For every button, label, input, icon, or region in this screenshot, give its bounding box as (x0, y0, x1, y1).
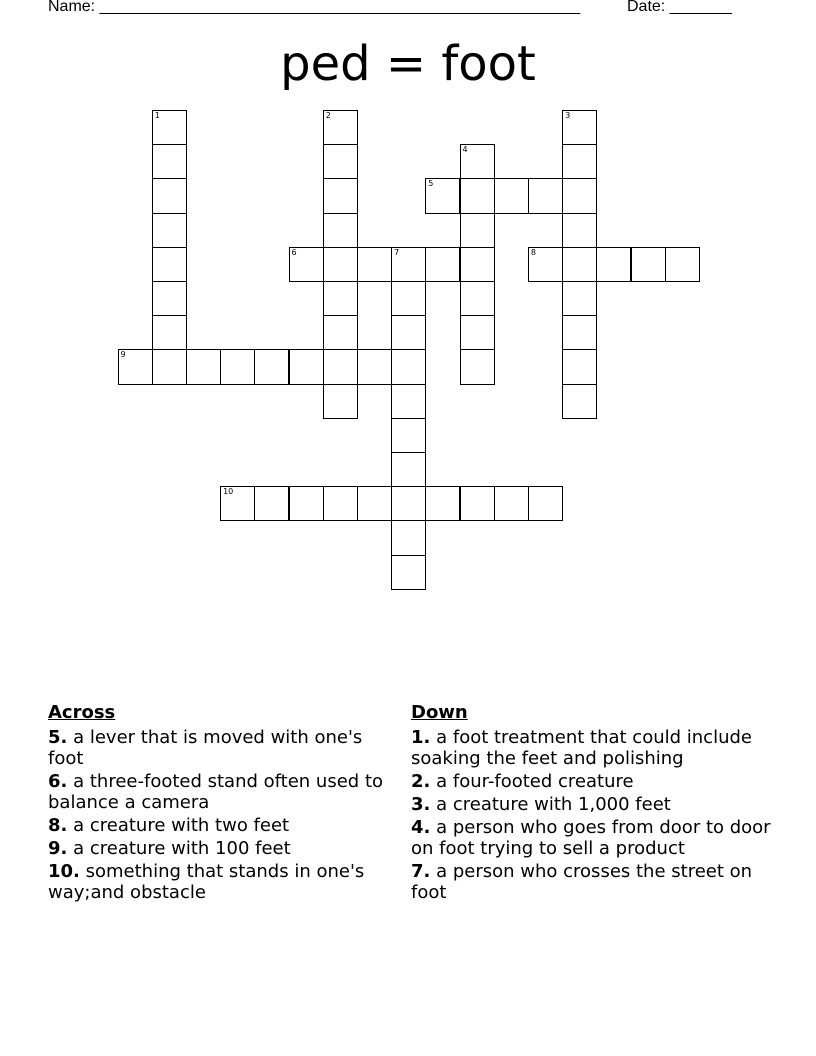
grid-cell[interactable] (289, 349, 324, 384)
cell-number: 1 (154, 111, 160, 120)
cell-number: 2 (325, 111, 331, 120)
grid-cell[interactable] (528, 486, 563, 521)
cell-number: 5 (428, 179, 434, 189)
clue-down-2 (411, 771, 771, 792)
grid-cell[interactable] (460, 178, 495, 213)
grid-cell[interactable] (152, 349, 187, 384)
grid-cell[interactable] (391, 349, 426, 384)
grid-cell[interactable] (152, 110, 187, 145)
clue-number: 1. (411, 727, 431, 748)
date-field[interactable]: Date: _______ (627, 0, 732, 15)
grid-cell[interactable] (323, 281, 358, 316)
grid-cell[interactable] (391, 418, 426, 453)
grid-cell[interactable] (494, 486, 529, 521)
grid-cell[interactable] (323, 178, 358, 213)
grid-cell[interactable] (152, 281, 187, 316)
grid-cell[interactable] (152, 144, 187, 179)
down-clues (411, 702, 771, 905)
clue-down-4 (411, 817, 771, 859)
cell-number: 7 (394, 247, 400, 257)
clue-number: 9. (48, 838, 68, 859)
clue-text: a person who crosses the street on foot (411, 861, 753, 903)
clue-number: 7. (411, 861, 431, 882)
clue-text: a three-footed stand often used to balance a camera (48, 771, 384, 813)
clue-text: a person who goes from door to door on foot trying to sell a product (411, 817, 771, 859)
grid-cell[interactable] (562, 178, 597, 213)
cell-number: 9 (120, 350, 126, 360)
grid-cell[interactable] (254, 486, 289, 521)
grid-cell[interactable] (562, 384, 597, 419)
grid-cell[interactable] (323, 486, 358, 521)
cell-number: 3 (565, 111, 571, 120)
clue-down-7 (411, 861, 771, 903)
grid-cell[interactable] (460, 281, 495, 316)
grid-cell[interactable] (152, 315, 187, 350)
clue-across-9 (48, 838, 393, 859)
clue-text: a creature with 1,000 feet (436, 794, 671, 815)
grid-cell[interactable] (391, 452, 426, 487)
grid-cell[interactable] (460, 349, 495, 384)
clue-down-1 (411, 727, 771, 769)
grid-cell[interactable] (425, 178, 460, 213)
grid-cell[interactable] (357, 486, 392, 521)
grid-cell[interactable] (562, 110, 597, 145)
clue-across-10 (48, 861, 393, 903)
across-clues (48, 702, 393, 905)
clue-number: 2. (411, 771, 431, 792)
clue-text: a lever that is moved with one's foot (48, 727, 363, 769)
grid-cell[interactable] (220, 349, 255, 384)
grid-cell[interactable] (562, 213, 597, 248)
grid-cell[interactable] (562, 247, 597, 282)
grid-cell[interactable] (152, 247, 187, 282)
clue-across-5 (48, 727, 393, 769)
grid-cell[interactable] (425, 247, 460, 282)
grid-cell[interactable] (357, 349, 392, 384)
grid-cell[interactable] (494, 178, 529, 213)
grid-cell[interactable] (118, 349, 153, 384)
cell-number: 10 (223, 487, 234, 497)
grid-cell[interactable] (528, 247, 563, 282)
grid-cell[interactable] (460, 486, 495, 521)
cell-number: 6 (291, 247, 297, 257)
clue-number: 8. (48, 815, 68, 836)
grid-cell[interactable] (391, 486, 426, 521)
grid-cell[interactable] (289, 486, 324, 521)
name-field[interactable]: Name: ______________________________________________________ (48, 0, 581, 15)
grid-cell[interactable] (152, 213, 187, 248)
grid-cell[interactable] (562, 315, 597, 350)
grid-cell[interactable] (596, 247, 631, 282)
grid-cell[interactable] (391, 520, 426, 555)
grid-cell[interactable] (289, 247, 324, 282)
grid-cell[interactable] (460, 144, 495, 179)
grid-cell[interactable] (323, 144, 358, 179)
grid-cell[interactable] (254, 349, 289, 384)
cell-number: 4 (462, 145, 468, 155)
clue-number: 10. (48, 861, 80, 882)
grid-cell[interactable] (357, 247, 392, 282)
grid-cell[interactable] (631, 247, 666, 282)
grid-cell[interactable] (323, 384, 358, 419)
grid-cell[interactable] (391, 247, 426, 282)
clue-across-8 (48, 815, 393, 836)
grid-cell[interactable] (323, 349, 358, 384)
cell-number: 8 (530, 247, 536, 257)
grid-cell[interactable] (391, 281, 426, 316)
grid-cell[interactable] (152, 178, 187, 213)
grid-cell[interactable] (391, 315, 426, 350)
grid-cell[interactable] (425, 486, 460, 521)
clue-text: a creature with 100 feet (73, 838, 291, 859)
grid-cell[interactable] (460, 315, 495, 350)
clue-text: a four-footed creature (436, 771, 634, 792)
grid-cell[interactable] (665, 247, 700, 282)
clue-number: 4. (411, 817, 431, 838)
grid-cell[interactable] (323, 213, 358, 248)
grid-cell[interactable] (220, 486, 255, 521)
down-heading: Down (411, 702, 468, 723)
clue-number: 5. (48, 727, 68, 748)
across-heading: Across (48, 702, 116, 723)
clue-down-3 (411, 794, 771, 815)
puzzle-title: ped = foot (280, 36, 536, 92)
grid-cell[interactable] (562, 349, 597, 384)
grid-cell[interactable] (323, 247, 358, 282)
clue-number: 3. (411, 794, 431, 815)
grid-cell[interactable] (460, 247, 495, 282)
grid-cell[interactable] (562, 144, 597, 179)
grid-cell[interactable] (186, 349, 221, 384)
grid-cell[interactable] (323, 315, 358, 350)
grid-cell[interactable] (391, 384, 426, 419)
grid-cell[interactable] (528, 178, 563, 213)
clue-text: a foot treatment that could include soaking the feet and polishing (411, 727, 752, 769)
grid-cell[interactable] (562, 281, 597, 316)
clue-number: 6. (48, 771, 68, 792)
clue-across-6 (48, 771, 393, 813)
grid-cell[interactable] (391, 555, 426, 590)
clue-text: a creature with two feet (73, 815, 290, 836)
grid-cell[interactable] (323, 110, 358, 145)
grid-cell[interactable] (460, 213, 495, 248)
clue-text: something that stands in one's way;and obstacle (48, 861, 365, 903)
